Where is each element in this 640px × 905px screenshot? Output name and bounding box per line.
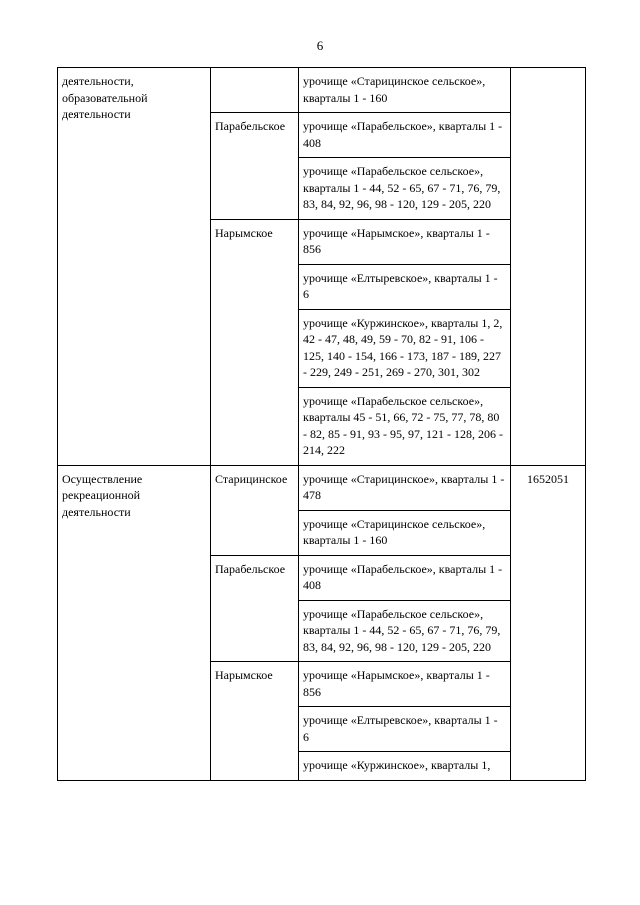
district-cell: Парабельское bbox=[211, 555, 299, 662]
tract-cell: урочище «Нарымское», кварталы 1 - 856 bbox=[299, 662, 511, 707]
district-cell: Парабельское bbox=[211, 113, 299, 220]
district-cell: Старицинское bbox=[211, 465, 299, 555]
tract-cell: урочище «Парабельское», кварталы 1 - 408 bbox=[299, 113, 511, 158]
tract-cell: урочище «Старицинское сельское», кварталы 1 - 160 bbox=[299, 68, 511, 113]
tract-cell: урочище «Парабельское», кварталы 1 - 408 bbox=[299, 555, 511, 600]
tract-cell: урочище «Елтыревское», кварталы 1 - 6 bbox=[299, 264, 511, 309]
tract-cell: урочище «Парабельское сельское», кварталы 45 - 51, 66, 72 - 75, 77, 78, 80 - 82, 85 - 91, 93 - 95, 97, 121 - 128, 206 - 214, 222 bbox=[299, 387, 511, 465]
tract-cell: урочище «Елтыревское», кварталы 1 - 6 bbox=[299, 707, 511, 752]
forest-use-table bbox=[57, 67, 586, 781]
page-number: 6 bbox=[316, 38, 324, 53]
activity-cell: деятельности, образовательной деятельности bbox=[58, 68, 211, 466]
table-row bbox=[58, 68, 586, 113]
tract-cell: урочище «Куржинское», кварталы 1, bbox=[299, 752, 511, 781]
table-row bbox=[58, 465, 586, 510]
tract-cell: урочище «Нарымское», кварталы 1 - 856 bbox=[299, 219, 511, 264]
district-cell: Нарымское bbox=[211, 219, 299, 465]
tract-cell: урочище «Парабельское сельское», кварталы 1 - 44, 52 - 65, 67 - 71, 76, 79, 83, 84, 92, 96, 98 - 120, 129 - 205, 220 bbox=[299, 600, 511, 662]
tract-cell: урочище «Старицинское», кварталы 1 - 478 bbox=[299, 465, 511, 510]
tract-cell: урочище «Парабельское сельское», кварталы 1 - 44, 52 - 65, 67 - 71, 76, 79, 83, 84, 92, 96, 98 - 120, 129 - 205, 220 bbox=[299, 158, 511, 220]
district-cell: Нарымское bbox=[211, 662, 299, 781]
tract-cell: урочище «Старицинское сельское», кварталы 1 - 160 bbox=[299, 510, 511, 555]
district-cell bbox=[211, 68, 299, 113]
area-cell: 1652051 bbox=[511, 465, 586, 780]
area-cell bbox=[511, 68, 586, 466]
tract-cell: урочище «Куржинское», кварталы 1, 2, 42 - 47, 48, 49, 59 - 70, 82 - 91, 106 - 125, 140 - 154, 166 - 173, 187 - 189, 227 - 229, 249 - 251, 269 - 270, 301, 302 bbox=[299, 309, 511, 387]
activity-cell: Осуществление рекреационной деятельности bbox=[58, 465, 211, 780]
